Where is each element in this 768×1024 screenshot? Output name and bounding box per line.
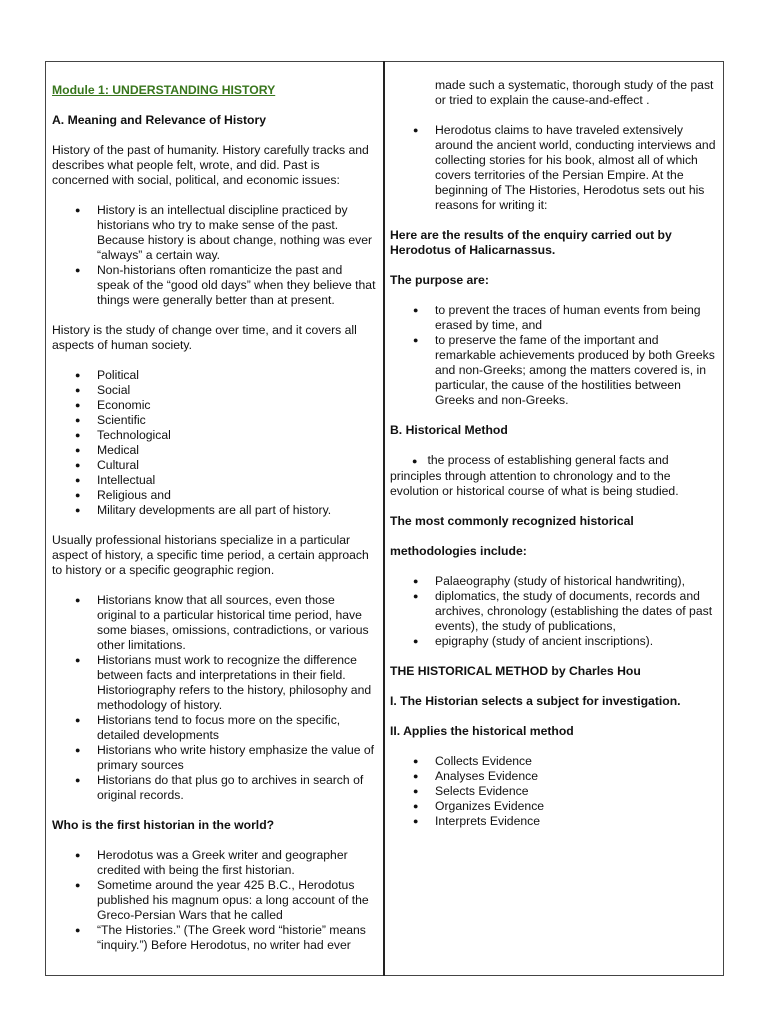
- results-heading: Here are the results of the enquiry carried out by Herodotus of Halicarnassus.: [390, 228, 672, 257]
- section-b-heading: B. Historical Method: [390, 423, 508, 437]
- list-item: ● Interprets Evidence: [435, 814, 720, 829]
- right-column: [390, 61, 720, 844]
- list-item: ● Sometime around the year 425 B.C., Herodotus published his magnum opus: a long account of the Greco-Persian Wars that he called: [97, 878, 376, 923]
- bullet-list-1: [52, 203, 376, 308]
- list-item: ● Medical: [97, 443, 376, 458]
- list-item: ● Herodotus claims to have traveled extensively around the ancient world, conducting interviews and collecting stories for his book, almost all of which covers territories of the Persian Empire. At the beginning of The Histories, Herodotus sets out his reasons for writing it:: [435, 123, 720, 213]
- left-column: [52, 61, 376, 953]
- methodologies-heading-2: methodologies include:: [390, 544, 527, 558]
- list-item: ● Historians tend to focus more on the specific, detailed developments: [97, 713, 376, 743]
- continued-text: made such a systematic, thorough study of the past or tried to explain the cause-and-effect .: [435, 78, 714, 107]
- list-item: ● to preserve the fame of the important and remarkable achievements produced by both Greeks and non-Greeks; among the matters covered is, in particular, the cause of the hostilities between Greeks and non-Greeks.: [435, 333, 720, 408]
- aspects-list: [52, 368, 376, 518]
- bullet-list-2: [52, 593, 376, 803]
- methodologies-list: [390, 574, 720, 649]
- step-1: I. The Historian selects a subject for investigation.: [390, 694, 681, 708]
- bullet-list-4: [390, 123, 720, 213]
- list-item: ● Selects Evidence: [435, 784, 720, 799]
- step-2: II. Applies the historical method: [390, 724, 574, 738]
- list-item: ● Palaeography (study of historical handwriting),: [435, 574, 720, 589]
- list-item: ● diplomatics, the study of documents, records and archives, chronology (establishing the dates of past events), the study of publications,: [435, 589, 720, 634]
- hou-heading: THE HISTORICAL METHOD by Charles Hou: [390, 664, 641, 678]
- first-historian-question: Who is the first historian in the world?: [52, 818, 275, 832]
- list-item: ● Historians who write history emphasize the value of primary sources: [97, 743, 376, 773]
- list-item: ● Intellectual: [97, 473, 376, 488]
- list-item: ● Analyses Evidence: [435, 769, 720, 784]
- purpose-list: [390, 303, 720, 408]
- study-paragraph: History is the study of change over time, and it covers all aspects of human society.: [52, 323, 357, 352]
- list-item: ● Organizes Evidence: [435, 799, 720, 814]
- bullet-list-3: [52, 848, 376, 953]
- list-item: ● Religious and: [97, 488, 376, 503]
- methodologies-heading-1: The most commonly recognized historical: [390, 514, 634, 528]
- section-a-heading: A. Meaning and Relevance of History: [52, 113, 267, 127]
- list-item: ● Political: [97, 368, 376, 383]
- list-item: ● epigraphy (study of ancient inscriptions).: [435, 634, 720, 649]
- list-item: ● Cultural: [97, 458, 376, 473]
- list-item: ● Collects Evidence: [435, 754, 720, 769]
- usually-paragraph: Usually professional historians specialize in a particular aspect of history, a specific time period, a certain approach to history or a specific geographic region.: [52, 533, 369, 577]
- module-title: Module 1: UNDERSTANDING HISTORY: [52, 83, 276, 97]
- list-item: ● to prevent the traces of human events from being erased by time, and: [435, 303, 720, 333]
- purpose-heading: The purpose are:: [390, 273, 489, 287]
- list-item: ● Scientific: [97, 413, 376, 428]
- method-definition: ● the process of establishing general facts and principles through attention to chronology and to the evolution or historical course of what is being studied.: [390, 453, 720, 499]
- column-divider: [383, 61, 385, 976]
- list-item: ● Economic: [97, 398, 376, 413]
- list-item: ● Historians must work to recognize the difference between facts and interpretations in their field. Historiography refers to the history, philosophy and methodology of history.: [97, 653, 376, 713]
- list-item: ● “The Histories.” (The Greek word “historie” means “inquiry.”) Before Herodotus, no writer had ever: [97, 923, 376, 953]
- list-item: ● Military developments are all part of history.: [97, 503, 376, 518]
- list-item: ● Social: [97, 383, 376, 398]
- list-item: ● History is an intellectual discipline practiced by historians who try to make sense of the past. Because history is about change, nothing was ever “always” a certain way.: [97, 203, 376, 263]
- list-item: ● Herodotus was a Greek writer and geographer credited with being the first historian.: [97, 848, 376, 878]
- list-item: ● Historians do that plus go to archives in search of original records.: [97, 773, 376, 803]
- list-item: ● Historians know that all sources, even those original to a particular historical time period, have some biases, omissions, contradictions, or various other limitations.: [97, 593, 376, 653]
- intro-paragraph: History of the past of humanity. History carefully tracks and describes what people felt, wrote, and did. Past is concerned with social, political, and economic issues:: [52, 143, 369, 187]
- list-item: ● Non-historians often romanticize the past and speak of the “good old days” when they believe that things were generally better than at present.: [97, 263, 376, 308]
- evidence-list: [390, 754, 720, 829]
- list-item: ● Technological: [97, 428, 376, 443]
